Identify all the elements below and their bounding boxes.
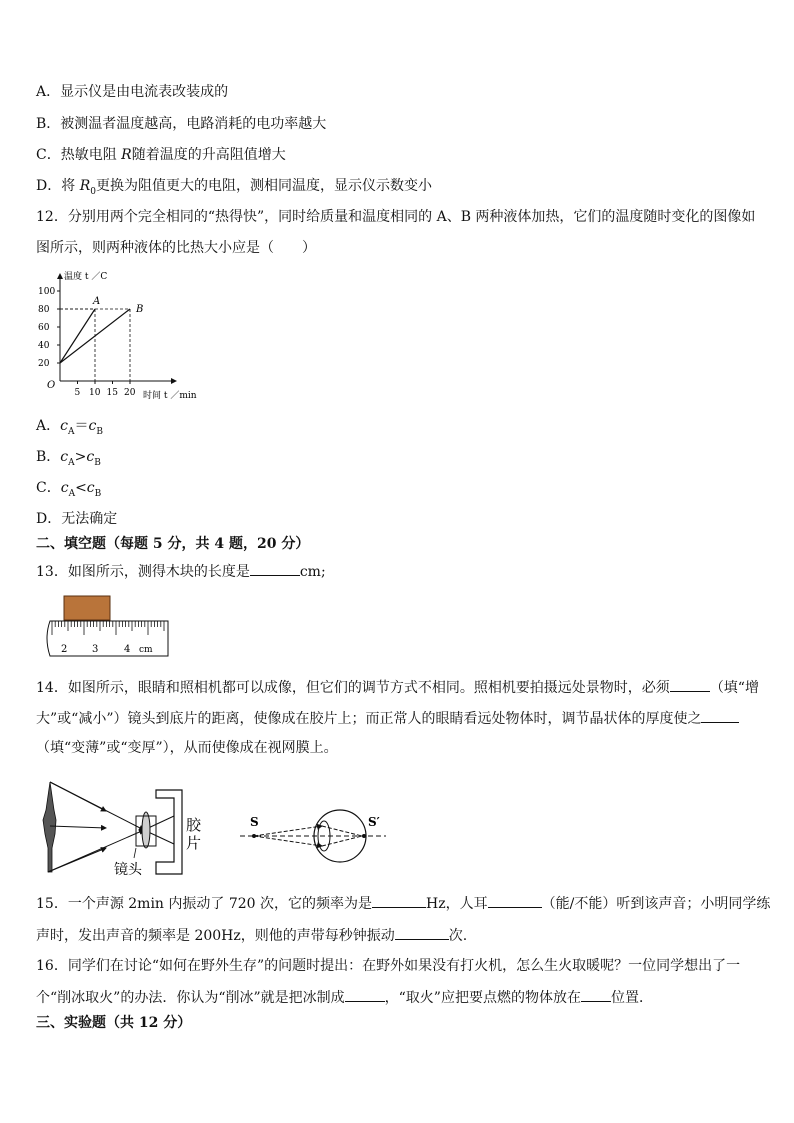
q16-answer-blank-2[interactable]: [581, 987, 611, 1002]
q12-stem-line2: 图所示，则两种液体的比热大小应是（ ）: [36, 240, 316, 256]
q14-line2: 大”或“减小”）镜头到底片的距离，使像成在胶片上；而正常人的眼睛看远处物体时，调节晶状体的厚度使之: [36, 708, 739, 729]
q14-line3: （填“变薄”或“变厚”），从而使像成在视网膜上。: [36, 740, 338, 756]
q15-line2: 声时，发出声音的频率是 200Hz，则他的声带每秒钟振动 次.: [36, 925, 467, 946]
ruler-label-2: 2: [61, 644, 68, 655]
x-tick-label: 10: [89, 388, 101, 398]
source-label-s: S: [250, 815, 259, 829]
q16-answer-blank-1[interactable]: [345, 987, 385, 1002]
y-tick-label: 100: [38, 287, 56, 297]
x-tick-label: 15: [106, 388, 118, 398]
ruler-unit: cm: [139, 645, 153, 655]
x-tick-label: 5: [74, 388, 81, 398]
q12-option-d: D．无法确定: [36, 511, 118, 527]
x-axis-label: 时间 t ／min: [143, 391, 197, 401]
q13-stem: 13．如图所示，测得木块的长度是 cm;: [36, 561, 326, 582]
q12-option-c: C．$c_A<c_B$: [36, 480, 102, 499]
candle-object: [43, 782, 56, 872]
camera-body: [156, 790, 182, 874]
q14-answer-blank-1[interactable]: [670, 677, 710, 692]
q15-answer-blank-3[interactable]: [395, 925, 449, 940]
origin-label: O: [47, 380, 56, 391]
q14-answer-blank-2[interactable]: [701, 708, 739, 723]
film-label-1: 胶: [186, 816, 202, 834]
q11-option-a: A．显示仪是由电流表改装成的: [36, 84, 229, 100]
q12-temperature-chart: [36, 268, 206, 404]
y-tick-label: 20: [38, 359, 50, 369]
q13-answer-blank[interactable]: [250, 561, 300, 576]
q14-camera-figure: [36, 776, 216, 880]
y-tick-label: 40: [38, 341, 50, 351]
q11-option-d: D．将 $R_0$更换为阻值更大的电阻，测相同温度，显示仪示数变小: [36, 178, 432, 197]
series-label-A: A: [93, 296, 101, 307]
y-axis-label: 温度 t ／C: [64, 272, 108, 282]
q13-ruler-figure: [44, 594, 172, 660]
q11-option-b: B．被测温者温度越高，电路消耗的电功率越大: [36, 116, 327, 132]
q12-option-b: B．$c_A>c_B$: [36, 449, 101, 468]
ruler-label-3: 3: [92, 644, 99, 655]
q15-answer-blank-2[interactable]: [488, 893, 542, 908]
wooden-block: [64, 596, 110, 620]
y-tick-label: 60: [38, 323, 50, 333]
image-point-s2: [362, 834, 366, 838]
y-tick-label: 80: [38, 305, 50, 315]
lens-label: 镜头: [114, 862, 142, 878]
section-3-title: 三、实验题（共 12 分）: [36, 1015, 192, 1031]
film-label-2: 片: [186, 834, 202, 852]
x-tick-label: 20: [124, 388, 136, 398]
camera-lens: [142, 812, 150, 848]
q11-option-c: C．热敏电阻 R随着温度的升高阻值增大: [36, 147, 286, 163]
ruler-label-4: 4: [124, 644, 131, 655]
image-label-s2: S′: [368, 815, 380, 829]
q16-line1: 16．同学们在讨论“如何在野外生存”的问题时提出：在野外如果没有打火机，怎么生火取暖呢？一位同学想出了一: [36, 958, 741, 974]
q14-line1: 14．如图所示，眼睛和照相机都可以成像，但它们的调节方式不相同。照相机要拍摄远处景物时，必须 （填“增: [36, 677, 759, 698]
q16-line2: 个“削冰取火”的办法．你认为“削冰”就是把冰制成 ，“取火”应把要点燃的物体放在 位置．: [36, 987, 653, 1008]
q15-answer-blank-1[interactable]: [372, 893, 426, 908]
q12-stem-line1: 12．分别用两个完全相同的“热得快”，同时给质量和温度相同的 A、B 两种液体加热，它们的温度随时变化的图像如: [36, 209, 756, 225]
section-2-title: 二、填空题（每题 5 分，共 4 题，20 分）: [36, 536, 310, 552]
series-label-B: B: [136, 304, 144, 315]
series-line-A: [60, 309, 95, 363]
q12-option-a: A．$c_A=c_B$: [36, 418, 103, 437]
q15-line1: 15．一个声源 2min 内振动了 720 次，它的频率为是 Hz，人耳 （能/不能）听到该声音；小明同学练: [36, 893, 770, 914]
q14-eye-figure: [236, 806, 406, 870]
